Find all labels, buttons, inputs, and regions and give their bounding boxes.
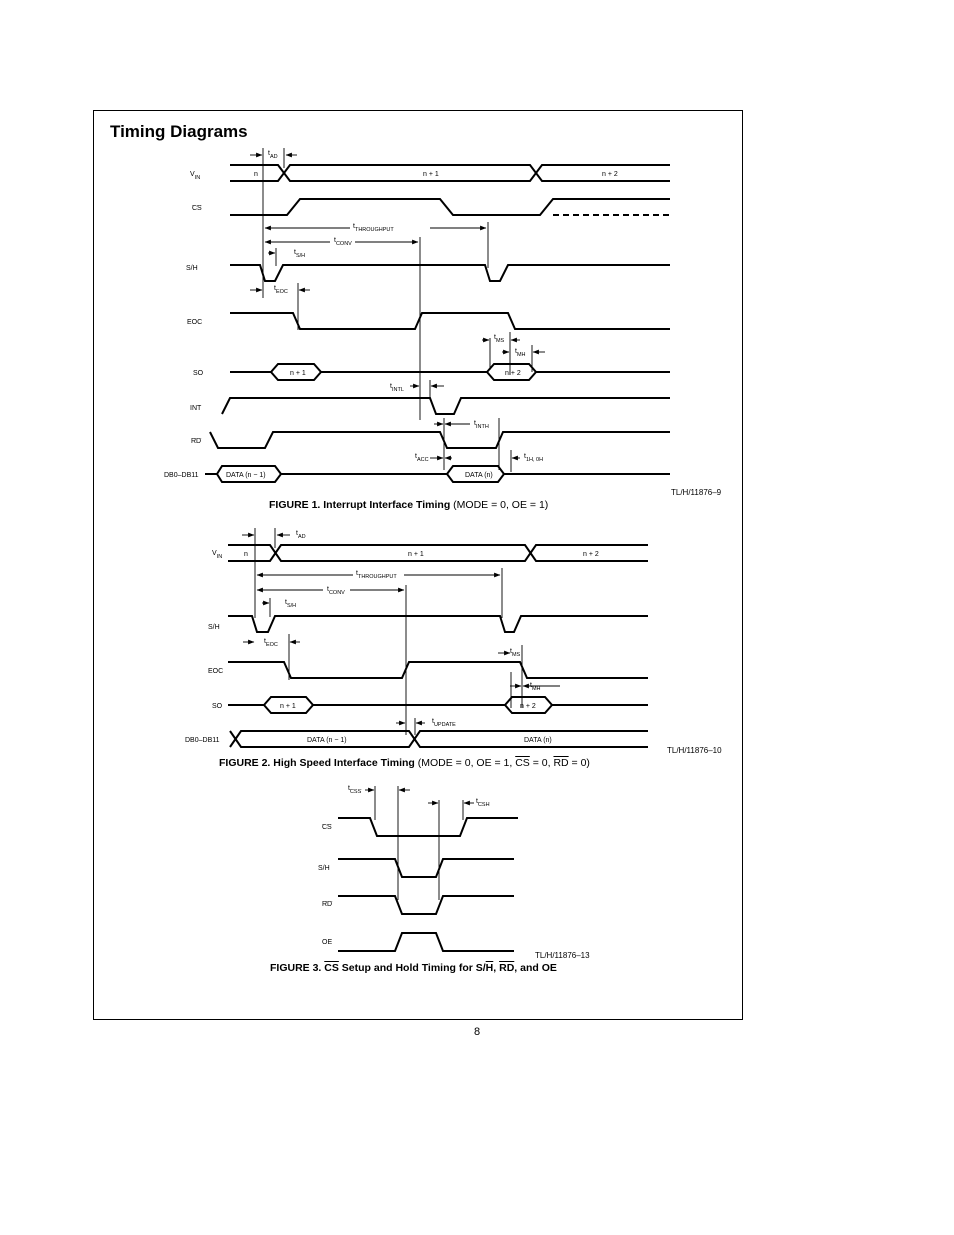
figure1-diagram bbox=[164, 148, 670, 482]
fig3-sh-trace bbox=[338, 859, 514, 877]
fig1-caption: FIGURE 1. Interrupt Interface Timing (MODE = 0, OE = 1) bbox=[269, 499, 549, 511]
fig2-db-label: DB0–DB11 bbox=[185, 737, 220, 744]
fig1-eoc-label: EOC bbox=[187, 319, 203, 326]
fig2-vin-label: $V_{IN}$ bbox=[212, 550, 223, 560]
fig2-so-n2: n + 2 bbox=[520, 703, 536, 710]
fig2-tsh: $t_{S/H}$ bbox=[285, 599, 297, 609]
fig3-rd-label: RD bbox=[322, 901, 333, 908]
fig1-rd-trace bbox=[210, 432, 670, 448]
fig2-sh-trace bbox=[228, 616, 648, 632]
fig2-tad: $t_{AD}$ bbox=[296, 530, 306, 540]
fig1-db-data-n1: DATA (n − 1) bbox=[226, 472, 266, 479]
fig2-eoc-label: EOC bbox=[208, 668, 224, 675]
fig3-tcss: $t_{CSS}$ bbox=[348, 785, 362, 795]
fig2-db-data-n: DATA (n) bbox=[524, 737, 552, 744]
fig1-db-trace bbox=[205, 466, 670, 482]
fig2-db-data-n1: DATA (n − 1) bbox=[307, 737, 347, 744]
fig3-rd-trace bbox=[338, 896, 514, 914]
fig3-tcsh: $t_{CSH}$ bbox=[476, 798, 490, 808]
fig1-vin-n1: n + 1 bbox=[423, 171, 439, 178]
fig2-tupdate: $t_{UPDATE}$ bbox=[432, 718, 456, 728]
fig1-so-n1: n + 1 bbox=[290, 370, 306, 377]
fig2-so-label: SO bbox=[212, 703, 223, 710]
fig2-ref: TL/H/11876–10 bbox=[667, 746, 722, 755]
fig1-tms: $t_{MS}$ bbox=[494, 334, 505, 344]
fig3-cs-label: CS bbox=[322, 824, 332, 831]
fig1-tthroughput: $t_{THROUGHPUT}$ bbox=[353, 223, 394, 233]
fig3-cs-trace bbox=[338, 818, 518, 836]
fig2-vin-n2: n + 2 bbox=[583, 551, 599, 558]
fig2-teoc: $t_{EOC}$ bbox=[264, 638, 278, 648]
fig2-sh-label: S/H bbox=[208, 624, 220, 631]
fig1-teoc: $t_{EOC}$ bbox=[274, 285, 288, 295]
fig1-int-trace bbox=[222, 398, 670, 414]
fig1-eoc-trace bbox=[230, 313, 670, 329]
fig1-cs-label: CS bbox=[192, 205, 202, 212]
fig2-vin-n: n bbox=[244, 551, 248, 558]
fig2-tmh: $t_{MH}$ bbox=[530, 682, 541, 692]
fig3-ref: TL/H/11876–13 bbox=[535, 951, 590, 960]
fig2-caption: FIGURE 2. High Speed Interface Timing (MODE = 0, OE = 1, $\overline{CS} = 0$, $\overline{RD} = 0$) bbox=[219, 757, 590, 769]
fig1-tconv: $t_{CONV}$ bbox=[334, 237, 352, 247]
fig1-tintl: $t_{INTL}$ bbox=[390, 383, 404, 393]
figure3-diagram bbox=[318, 785, 518, 951]
fig1-vin-n2: n + 2 bbox=[602, 171, 618, 178]
fig3-oe-trace bbox=[338, 933, 514, 951]
fig1-db-data-n: DATA (n) bbox=[465, 472, 493, 479]
fig1-tacc: $t_{ACC}$ bbox=[415, 453, 429, 463]
fig1-so-n2: n + 2 bbox=[505, 370, 521, 377]
fig1-sh-trace bbox=[230, 265, 670, 281]
fig1-cs-trace bbox=[230, 199, 670, 215]
page-number: 8 bbox=[473, 1026, 481, 1038]
fig3-caption: FIGURE 3. $\overline{CS}$ Setup and Hold Timing for $S/\overline{H}$, $\overline{RD}$, and OE bbox=[270, 962, 557, 974]
fig1-ref: TL/H/11876–9 bbox=[671, 488, 722, 497]
fig1-db-label: DB0–DB11 bbox=[164, 472, 199, 479]
fig1-tsh: $t_{S/H}$ bbox=[294, 249, 306, 259]
fig1-tih: $t_{1H, 0H}$ bbox=[524, 453, 544, 463]
fig1-vin-n: n bbox=[254, 171, 258, 178]
fig1-tinth: $t_{INTH}$ bbox=[474, 420, 489, 430]
fig2-eoc-trace bbox=[228, 662, 648, 678]
fig3-oe-label: OE bbox=[322, 939, 333, 946]
fig1-so-label: SO bbox=[193, 370, 204, 377]
fig2-db-trace bbox=[230, 731, 648, 747]
fig1-tad: $t_{AD}$ bbox=[268, 150, 278, 160]
section-title: Timing Diagrams bbox=[110, 122, 248, 141]
fig2-tconv: $t_{CONV}$ bbox=[327, 586, 345, 596]
fig2-so-n1: n + 1 bbox=[280, 703, 296, 710]
fig1-int-label: INT bbox=[190, 405, 202, 412]
fig3-sh-label: S/H bbox=[318, 865, 330, 872]
fig1-vin-label: $V_{IN}$ bbox=[190, 171, 201, 181]
figure2-diagram bbox=[185, 528, 648, 747]
fig2-vin-n1: n + 1 bbox=[408, 551, 424, 558]
fig2-tthroughput: $t_{THROUGHPUT}$ bbox=[356, 570, 397, 580]
fig1-sh-label: S/H bbox=[186, 265, 198, 272]
fig1-tmh: $t_{MH}$ bbox=[515, 348, 526, 358]
fig1-rd-label: RD bbox=[191, 438, 202, 445]
fig2-tms: $t_{MS}$ bbox=[510, 648, 521, 658]
